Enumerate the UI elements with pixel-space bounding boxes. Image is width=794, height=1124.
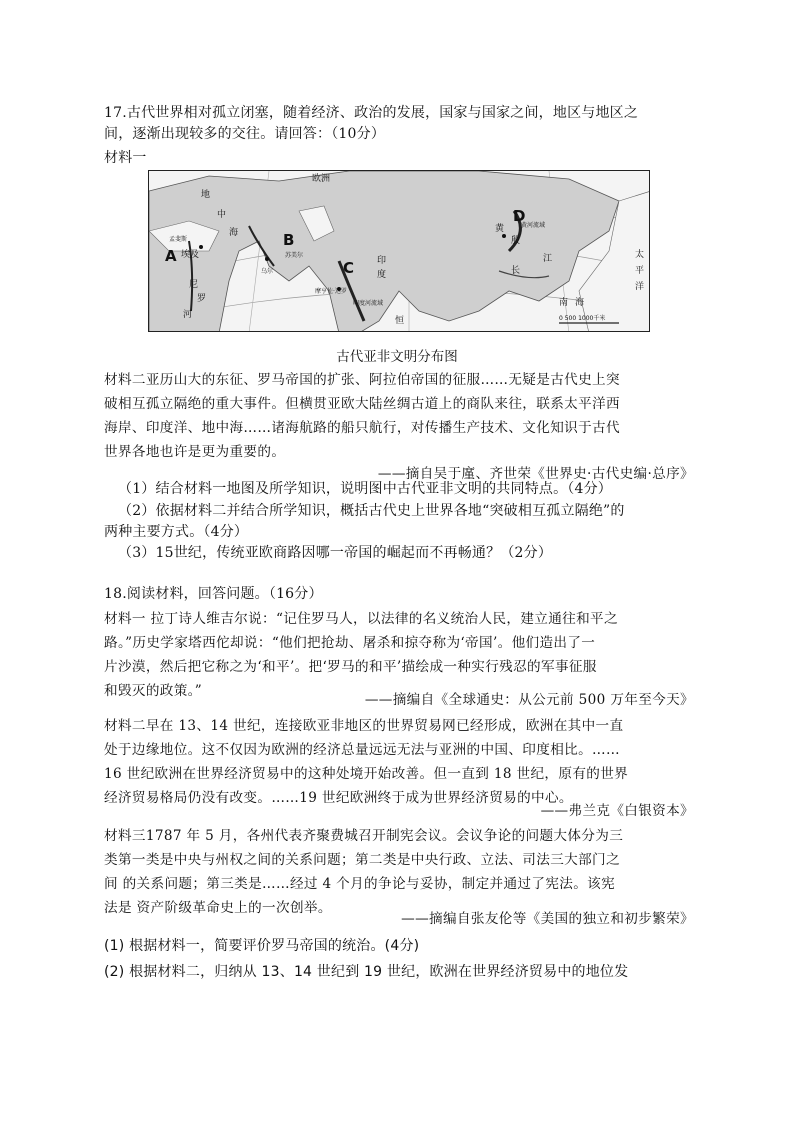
q18-m2-source: ——弗兰克《白银资本》	[540, 803, 694, 819]
label-hai: 海	[229, 228, 239, 238]
label-ur: 乌尔	[261, 268, 274, 275]
label-indus: 印度河流域	[353, 300, 384, 307]
q18-m1-line3: 片沙漠，然后把它称之为‘和平’。把‘罗马的和平’描绘成一种实行残忍的军事征服	[104, 659, 597, 675]
label-harappa: 摩亨佐·达罗	[315, 288, 347, 295]
label-scale: 0 500 1000千米	[559, 315, 606, 322]
q18-m3-line1: 材料三1787 年 5 月，各州代表齐聚费城召开制宪会议。会议争论的问题大体分为三	[104, 828, 624, 844]
label-b: B	[283, 231, 295, 249]
ancient-civilizations-map	[148, 170, 650, 332]
q18-m1-line2: 路。”历史学家塔西佗却说：“他们把抢劫、屠杀和掠夺称为‘帝国’。他们造出了一	[104, 635, 596, 651]
label-du: 度	[377, 270, 387, 280]
map-caption: 古代亚非文明分布图	[336, 349, 458, 365]
q18-question1: (1) 根据材料一，简要评价罗马帝国的统治。(4分)	[104, 938, 420, 954]
q17-question2-line2: 两种主要方式。（4分）	[104, 524, 249, 540]
q18-m3-source: ——摘编自张友伦等《美国的独立和初步繁荣》	[401, 911, 694, 927]
label-south-sea-1: 南	[559, 298, 569, 308]
q17-question1: （1）结合材料一地图及所学知识，说明图中古代亚非文明的共同特点。（4分）	[118, 481, 613, 497]
label-egypt: 埃及	[181, 250, 200, 260]
q18-question2: (2) 根据材料二，归纳从 13、14 世纪到 19 世纪，欧洲在世界经济贸易中的地位发	[104, 964, 629, 980]
q17-material1-label: 材料一	[104, 150, 147, 166]
label-pacific-2: 平	[635, 266, 645, 276]
q18-m3-line3: 间 的关系问题；第三类是……经过 4 个月的争论与妥协，制定并通过了宪法。该宪	[104, 876, 616, 892]
q17-material2-source: ——摘自吴于廑、齐世荣《世界史·古代史编·总序》	[377, 466, 694, 482]
q18-m1-line1: 材料一 拉丁诗人维吉尔说：“记住罗马人，以法律的名义统治人民，建立通往和平之	[104, 611, 618, 627]
label-jiang: 江	[543, 254, 553, 264]
q18-m3-line4: 法是 资产阶级革命史上的一次创举。	[104, 900, 332, 916]
label-yin2: 印	[377, 256, 387, 266]
q17-question2-line1: （2）依据材料二并结合所学知识，概括古代史上世界各地“突破相互孤立隔绝”的	[118, 503, 625, 519]
label-chang: 长	[511, 266, 521, 276]
label-pacific-1: 太	[635, 250, 645, 260]
label-luo: 罗	[197, 294, 207, 304]
q18-m1-source: ——摘编自《全球通史：从公元前 500 万年至今天》	[364, 692, 694, 708]
label-yellow-river: 黄河流域	[521, 222, 546, 229]
label-c: C	[343, 259, 355, 277]
label-sumer: 苏美尔	[285, 252, 304, 259]
q17-material2-line1: 材料二亚历山大的东征、罗马帝国的扩张、阿拉伯帝国的征服……无疑是古代史上突	[104, 372, 620, 388]
label-huang: 黄	[495, 224, 505, 234]
q17-material2-line3: 海岸、印度洋、地中海……诸海航路的船只航行，对传播生产技术、文化知识于古代	[104, 420, 620, 436]
q18-m2-line3: 16 世纪欧洲在世界经济贸易中的这种处境开始改善。但一直到 18 世纪，原有的世界	[104, 766, 629, 782]
q18-m3-line2: 类第一类是中央与州权之间的关系问题；第二类是中央行政、立法、司法三大部门之	[104, 852, 620, 868]
label-europe: 欧洲	[312, 174, 331, 184]
q18-m2-line2: 处于边缘地位。这不仅因为欧洲的经济总量远远无法与亚洲的中国、印度相比。……	[104, 742, 620, 758]
q17-line2: 间，逐渐出现较多的交往。请回答：（10分）	[104, 126, 386, 142]
label-south-sea-2: 海	[575, 298, 585, 308]
q17-line1: 17.古代世界相对孤立闭塞，随着经济、政治的发展，国家与国家之间，地区与地区之	[104, 105, 639, 121]
label-d: D	[513, 207, 526, 225]
label-he: 河	[183, 310, 193, 320]
q18-m2-line4: 经济贸易格局仍没有改变。……19 世纪欧洲终于成为世界经济贸易的中心。	[104, 790, 573, 806]
q18-heading: 18.阅读材料，回答问题。（16分）	[104, 586, 323, 602]
label-di: 地	[201, 190, 211, 200]
q18-m2-line1: 材料二早在 13、14 世纪，连接欧亚非地区的世界贸易网已经形成，欧洲在其中一直	[104, 718, 624, 734]
q18-m1-line4: 和毁灭的政策。”	[104, 683, 203, 699]
label-zhong: 中	[217, 210, 227, 220]
label-yin: 殷	[511, 236, 521, 246]
q17-material2-line2: 破相互孤立隔绝的重大事件。但横贯亚欧大陆丝绸古道上的商队来往，联系太平洋西	[104, 396, 620, 412]
q17-material2-line4: 世界各地也许是更为重要的。	[104, 444, 286, 460]
label-a: A	[165, 247, 177, 265]
label-pacific-3: 洋	[635, 282, 645, 292]
label-heng: 恒	[395, 316, 405, 326]
label-memphis: 孟斐斯	[169, 236, 188, 243]
label-ni: 尼	[189, 280, 199, 290]
q17-question3: （3）15世纪，传统亚欧商路因哪一帝国的崛起而不再畅通？（2分）	[118, 545, 553, 561]
